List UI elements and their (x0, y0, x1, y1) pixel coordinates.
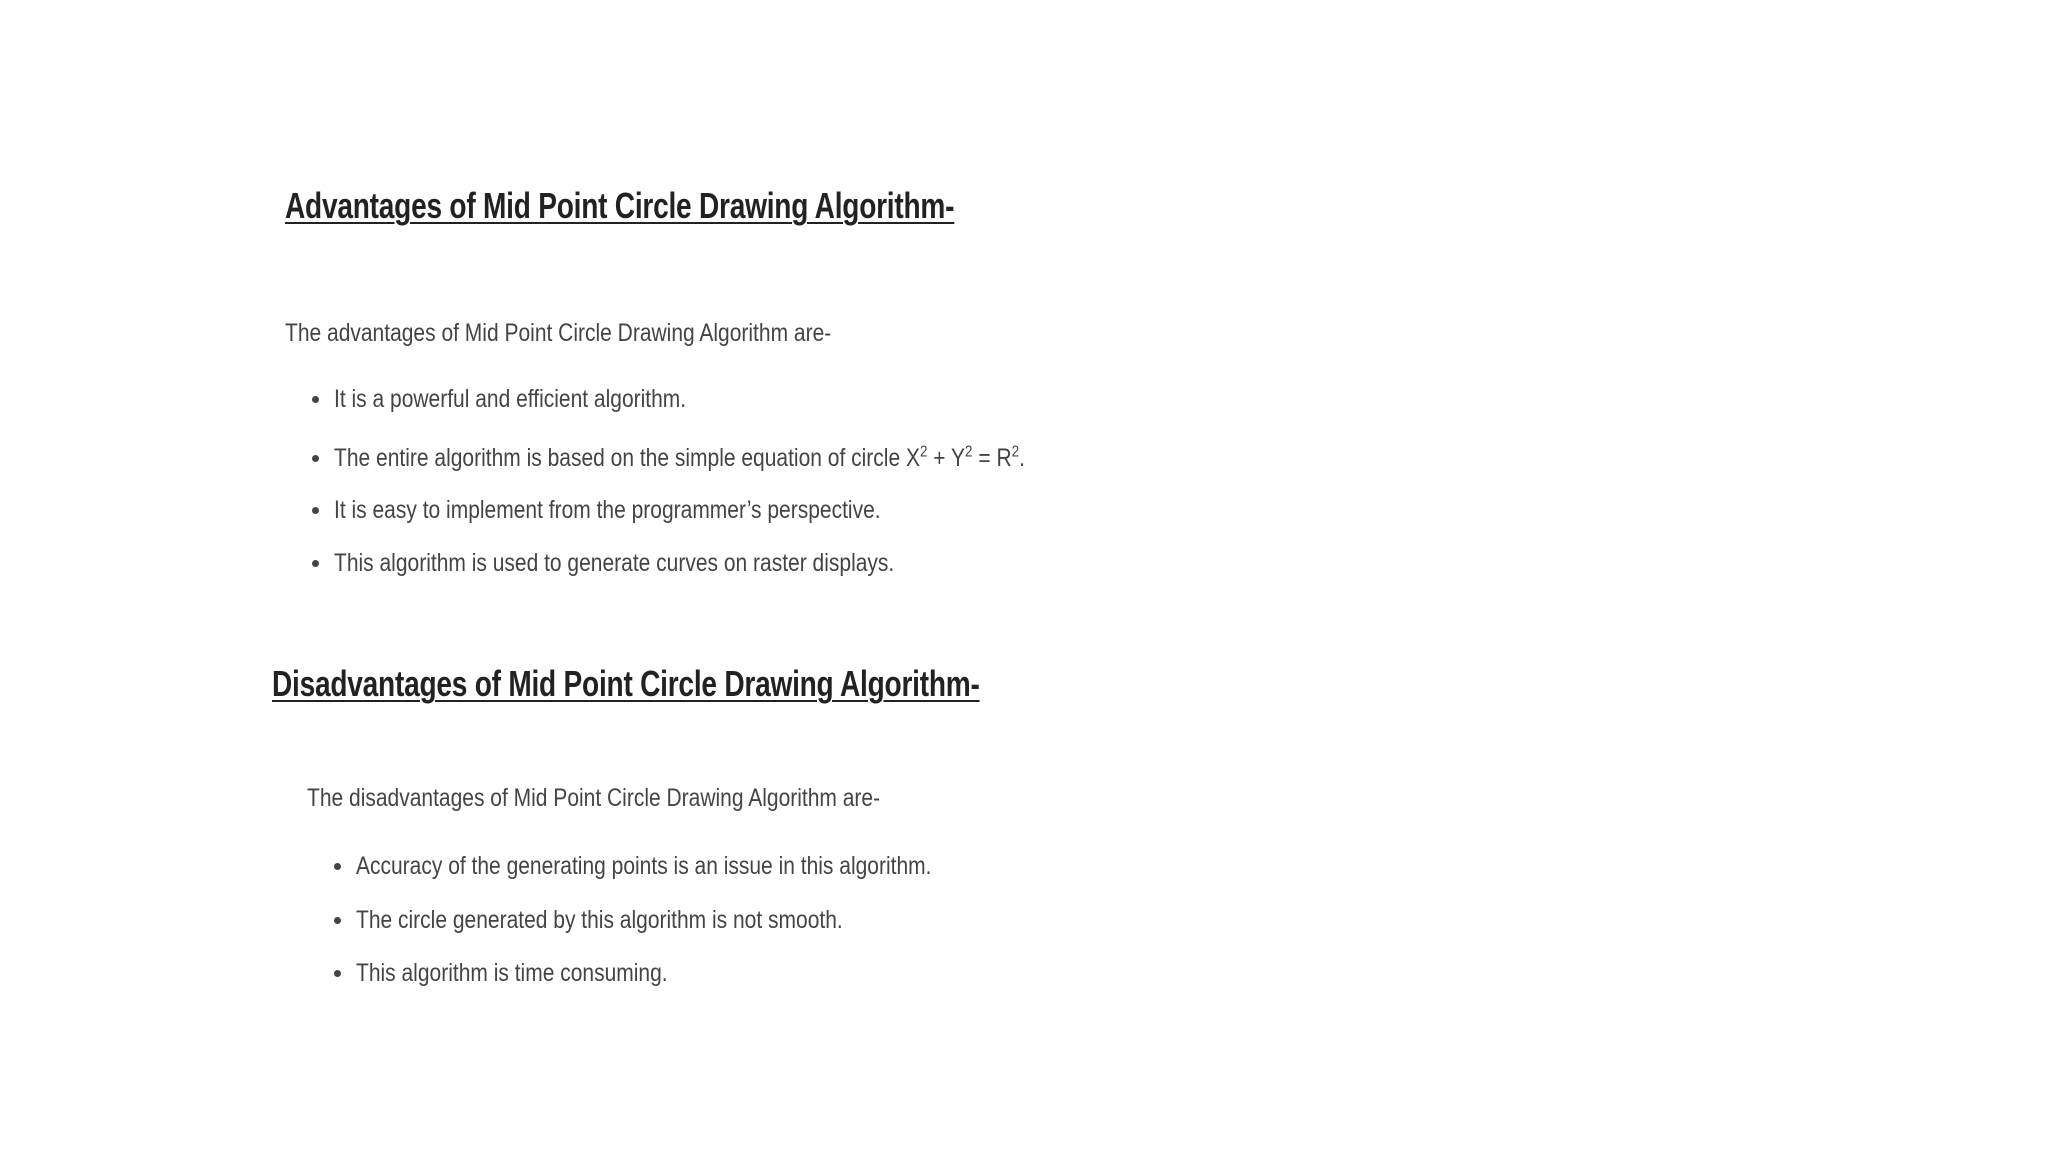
list-item-text: It is a powerful and efficient algorithm. (334, 385, 687, 413)
bullet-icon (312, 455, 319, 462)
equation-plus-y: + Y (927, 444, 966, 472)
list-item-text: Accuracy of the generating points is an issue in this algorithm. (356, 852, 932, 880)
exponent-x: 2 (919, 443, 928, 461)
exponent-y: 2 (965, 443, 973, 461)
equation-equals-r: = R (972, 444, 1012, 472)
bullet-icon (312, 507, 319, 514)
equation-suffix: . (1019, 444, 1025, 472)
equation-prefix: The entire algorithm is based on the simple equation of circle X (334, 444, 920, 472)
advantages-heading: Advantages of Mid Point Circle Drawing Algorithm- (285, 185, 955, 226)
bullet-icon (312, 560, 319, 567)
bullet-icon (312, 396, 319, 403)
disadvantages-heading: Disadvantages of Mid Point Circle Drawing Algorithm- (272, 663, 980, 704)
list-item-text: This algorithm is used to generate curves on raster displays. (334, 549, 895, 577)
advantages-intro: The advantages of Mid Point Circle Drawing Algorithm are- (285, 319, 832, 347)
disadvantages-intro: The disadvantages of Mid Point Circle Drawing Algorithm are- (307, 784, 881, 812)
bullet-icon (334, 917, 341, 924)
list-item-text (334, 443, 1025, 473)
list-item-text: The circle generated by this algorithm is not smooth. (356, 906, 843, 934)
list-item-text: It is easy to implement from the programmer’s perspective. (334, 496, 881, 524)
exponent-r: 2 (1011, 443, 1020, 461)
bullet-icon (334, 970, 341, 977)
list-item-text: This algorithm is time consuming. (356, 959, 668, 987)
bullet-icon (334, 863, 341, 870)
